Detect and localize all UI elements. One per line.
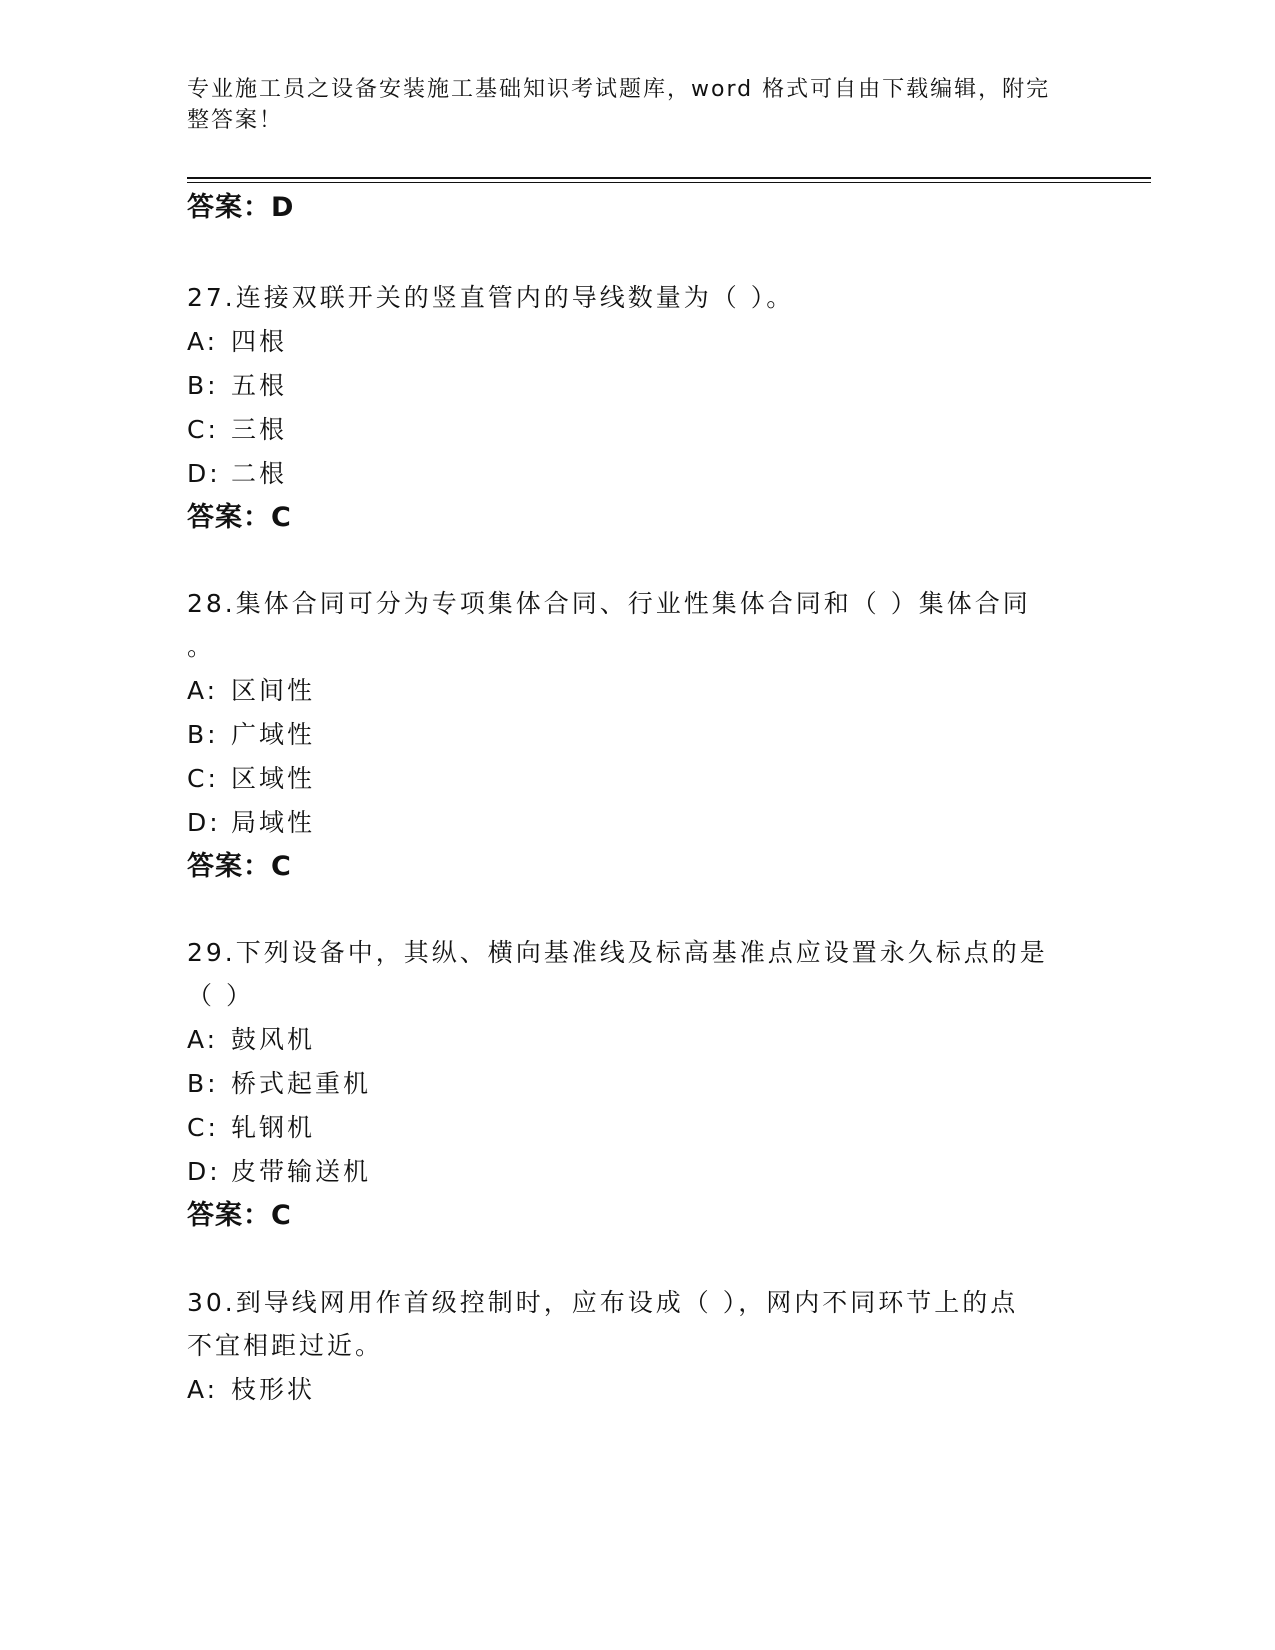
previous-answer: 答案：D: [187, 192, 295, 223]
question-27-option-c: [187, 413, 287, 447]
question-28-text-cont: 。: [187, 632, 216, 661]
option-letter: A:: [187, 1025, 219, 1054]
question-28-option-c: [187, 762, 315, 796]
option-text: 枝形状: [231, 1375, 316, 1404]
option-text: 桥式起重机: [231, 1069, 372, 1098]
question-30-text-cont: 不宜相距过近。: [187, 1331, 384, 1360]
option-letter: D:: [187, 808, 221, 837]
option-letter: A:: [187, 1375, 219, 1404]
question-27-option-a: [187, 325, 287, 359]
option-letter: D:: [187, 1157, 221, 1186]
document-header: [187, 74, 1067, 136]
question-28-answer: 答案：C: [187, 851, 292, 882]
question-27-option-b: [187, 369, 287, 403]
option-text: 五根: [231, 371, 288, 400]
option-text: 区域性: [231, 764, 316, 793]
option-text: 轧钢机: [231, 1113, 316, 1142]
question-27-text: 27.连接双联开关的竖直管内的导线数量为（ ）。: [187, 283, 795, 312]
option-text: 二根: [231, 459, 288, 488]
option-text: 区间性: [231, 676, 316, 705]
option-letter: D:: [187, 459, 221, 488]
header-rule-thin: [187, 182, 1151, 183]
option-text: 鼓风机: [231, 1025, 316, 1054]
question-30-option-a: [187, 1373, 315, 1407]
option-text: 局域性: [231, 808, 316, 837]
option-text: 广域性: [231, 720, 316, 749]
question-29-answer: 答案：C: [187, 1200, 292, 1231]
question-30-text: 30.到导线网用作首级控制时，应布设成（ ），网内不同环节上的点: [187, 1288, 1019, 1317]
question-28-option-d: [187, 806, 315, 840]
option-text: 四根: [231, 327, 288, 356]
option-letter: C:: [187, 415, 219, 444]
option-letter: B:: [187, 720, 219, 749]
question-28-option-b: [187, 718, 315, 752]
question-28-text: 28.集体合同可分为专项集体合同、行业性集体合同和（ ）集体合同: [187, 589, 1031, 618]
header-line-2: 整答案！: [187, 108, 284, 133]
question-29-option-d: [187, 1155, 371, 1189]
question-27-answer: 答案：C: [187, 502, 292, 533]
option-letter: B:: [187, 1069, 219, 1098]
question-27-option-d: [187, 457, 287, 491]
header-line-1: 专业施工员之设备安装施工基础知识考试题库，word 格式可自由下载编辑，附完: [187, 77, 1051, 102]
option-letter: C:: [187, 764, 219, 793]
question-29-text: 29.下列设备中，其纵、横向基准线及标高基准点应设置永久标点的是: [187, 938, 1048, 967]
question-29-option-c: [187, 1111, 315, 1145]
question-28-option-a: [187, 674, 315, 708]
option-letter: A:: [187, 327, 219, 356]
question-29-text-cont: （ ）: [187, 981, 254, 1010]
option-letter: C:: [187, 1113, 219, 1142]
option-text: 皮带输送机: [231, 1157, 372, 1186]
question-29-option-b: [187, 1067, 371, 1101]
option-letter: B:: [187, 371, 219, 400]
option-letter: A:: [187, 676, 219, 705]
question-29-option-a: [187, 1023, 315, 1057]
option-text: 三根: [231, 415, 288, 444]
header-rule-thick: [187, 177, 1151, 179]
